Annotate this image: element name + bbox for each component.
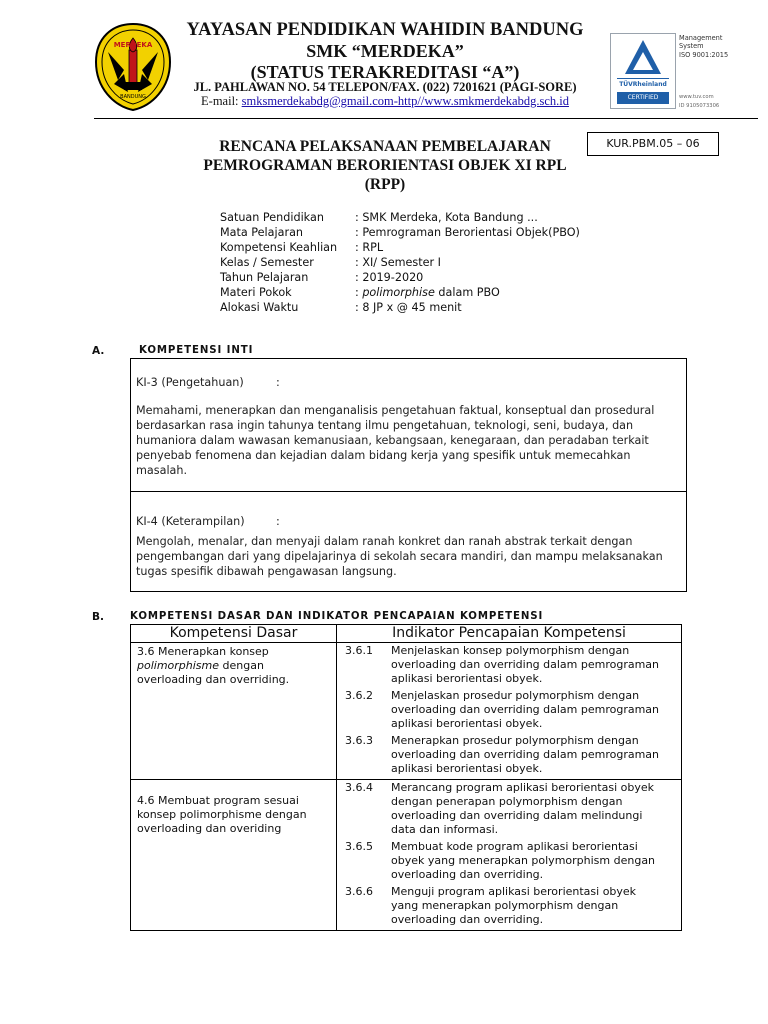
identity-label: Tahun Pelajaran — [220, 271, 309, 284]
document-title-line-2: PEMROGRAMAN BERORIENTASI OBJEK XI RPL — [203, 157, 567, 174]
identity-label: Satuan Pendidikan — [220, 211, 324, 224]
ki4-colon: : — [276, 515, 280, 528]
logo-text: MERDEKA — [113, 41, 153, 49]
document-code: KUR.PBM.05 – 06 — [587, 132, 719, 156]
identity-value: : Pemrograman Berorientasi Objek(PBO) — [355, 226, 580, 239]
identity-label: Kompetensi Keahlian — [220, 241, 338, 254]
identity-value: : XI/ Semester I — [355, 256, 441, 269]
cert-line: System — [679, 42, 704, 51]
kd-4-6 — [131, 780, 336, 838]
indicator-text: Membuat kode program aplikasi berorientasi obyek yang menerapkan polymorphism dengan overloading dan overriding. — [391, 840, 656, 881]
identity-label: Materi Pokok — [220, 286, 292, 299]
kd-line: polimorphisme dengan — [137, 659, 264, 672]
ki4-description — [136, 534, 684, 579]
identity-value: : SMK Merdeka, Kota Bandung ... — [355, 211, 538, 224]
identity-value: : 8 JP x @ 45 menit — [355, 301, 462, 314]
indicator-number: 3.6.4 — [345, 781, 373, 794]
cert-line: ISO 9001:2015 — [679, 50, 729, 59]
indicator-item — [337, 781, 681, 837]
kd-line: overloading dan overiding — [137, 822, 282, 835]
kd-cell — [131, 780, 337, 931]
email-link[interactable]: smksmerdekabdg@gmail.com-http//www.smkmerdekabdg.sch.id — [241, 94, 569, 108]
kd-line: overloading dan overriding. — [137, 673, 290, 686]
table-header-row — [131, 625, 682, 643]
ki3-label: KI-3 (Pengetahuan) — [136, 376, 244, 389]
indicator-number: 3.6.3 — [345, 734, 373, 747]
ki3-description — [136, 403, 684, 478]
identity-value: : 2019-2020 — [355, 271, 424, 284]
ki4-line: tugas spesifik dibawah pengawasan langsung. — [136, 565, 397, 578]
identity-value: : polimorphise dalam PBO — [355, 286, 500, 299]
indicator-number: 3.6.1 — [345, 644, 373, 657]
indicator-text: Menguji program aplikasi berorientasi obyek yang menerapkan polymorphism dengan overloading dan overriding. — [391, 885, 637, 926]
email-label: E-mail: — [201, 94, 242, 108]
cert-id: ID 9105073306 — [679, 102, 720, 109]
identity-label: Alokasi Waktu — [220, 301, 299, 314]
indicator-text: Menerapkan prosedur polymorphism dengan overloading dan overriding dalam pemrograman aplikasi berorientasi obyek. — [391, 734, 660, 775]
identity-label: Mata Pelajaran — [220, 226, 304, 239]
ki3-line: humaniora dalam wawasan kemanusiaan, kebangsaan, kenegaraan, dan peradaban terkait — [136, 434, 649, 447]
kompetensi-dasar-table — [130, 624, 682, 931]
col-indikator: Indikator Pencapaian Kompetensi — [337, 625, 682, 643]
ki3-line: masalah. — [136, 464, 188, 477]
materi-italic: polimorphise — [362, 286, 435, 299]
ki3-line: berdasarkan rasa ingin tahunya tentang ilmu pengetahuan, teknologi, seni, budaya, dan — [136, 419, 634, 432]
ki3-line: Memahami, menerapkan dan menganalisis pengetahuan faktual, konseptual dan prosedural — [136, 404, 655, 417]
header-email-line — [170, 94, 600, 109]
indicator-cell — [337, 643, 682, 780]
section-a-letter: A. — [92, 345, 105, 357]
ki4-line: pengembangan dari yang dipelajarinya di sekolah secara mandiri, dan mampu melaksanakan — [136, 550, 663, 563]
indicator-text: Merancang program aplikasi berorientasi obyek dengan penerapan polymorphism dengan overloading dan overriding dalam melindungi data dan informasi. — [391, 781, 654, 836]
kd-italic: polimorphisme — [137, 659, 220, 672]
indicator-item — [337, 644, 681, 686]
header-divider — [94, 118, 758, 119]
section-b-title: KOMPETENSI DASAR DAN INDIKATOR PENCAPAIAN KOMPETENSI — [130, 611, 544, 622]
table-row — [131, 643, 682, 780]
cert-line: Management — [679, 34, 723, 42]
kd-line: 3.6 Menerapkan konsep — [137, 645, 269, 658]
header-yayasan: YAYASAN PENDIDIKAN WAHIDIN BANDUNG — [186, 20, 584, 40]
ki3-line: penyebab fenomena dan kejadian dalam bidang kerja yang spesifik untuk memecahkan — [136, 449, 631, 462]
ki4-line: Mengolah, menalar, dan menyaji dalam ranah konkret dan ranah abstrak terkait dengan — [136, 535, 633, 548]
kd-line: 4.6 Membuat program sesuai — [137, 794, 299, 807]
section-b-letter: B. — [92, 611, 104, 623]
kd-line: konsep polimorphisme dengan — [137, 808, 307, 821]
header-address: JL. PAHLAWAN NO. 54 TELEPON/FAX. (022) 7201621 (PAGI-SORE) — [193, 80, 577, 94]
tuv-certified: CERTIFIED — [627, 94, 659, 101]
kompetensi-inti-box — [130, 358, 687, 592]
document-title-line-3: (RPP) — [364, 176, 406, 193]
tuv-brand: TÜVRheinland — [619, 81, 667, 88]
identity-value: : RPL — [355, 241, 384, 254]
header-status: (STATUS TERAKREDITASI “A”) — [250, 62, 520, 82]
document-title-line-1: RENCANA PELAKSANAAN PEMBELAJARAN — [219, 138, 551, 155]
kd-3-6 — [131, 643, 336, 689]
indicator-text: Menjelaskan konsep polymorphism dengan overloading dan overriding dalam pemrograman aplikasi berorientasi obyek. — [391, 644, 660, 685]
iso-certificate — [610, 33, 758, 109]
indicator-item — [337, 885, 681, 927]
indicator-cell — [337, 780, 682, 931]
col-kompetensi-dasar: Kompetensi Dasar — [131, 625, 337, 643]
indicator-item — [337, 689, 681, 731]
logo-city: BANDUNG — [120, 94, 146, 100]
indicator-item — [337, 840, 681, 882]
cert-url: www.tuv.com — [679, 94, 714, 101]
indicator-text: Menjelaskan prosedur polymorphism dengan overloading dan overriding dalam pemrograman aplikasi berorientasi obyek. — [391, 689, 660, 730]
identity-label: Kelas / Semester — [220, 256, 314, 269]
header-school-name: SMK “MERDEKA” — [306, 41, 464, 61]
tuv-badge — [610, 33, 676, 109]
section-a-title: KOMPETENSI INTI — [139, 345, 254, 356]
ki-divider — [131, 491, 686, 492]
indicator-item — [337, 734, 681, 776]
certificate-text — [679, 34, 759, 110]
indicator-number: 3.6.5 — [345, 840, 373, 853]
kd-cell — [131, 643, 337, 780]
indicator-number: 3.6.2 — [345, 689, 373, 702]
indicator-number: 3.6.6 — [345, 885, 373, 898]
table-row — [131, 780, 682, 931]
ki4-label: KI-4 (Keterampilan) — [136, 515, 245, 528]
ki3-colon: : — [276, 376, 280, 389]
school-logo — [94, 22, 172, 112]
